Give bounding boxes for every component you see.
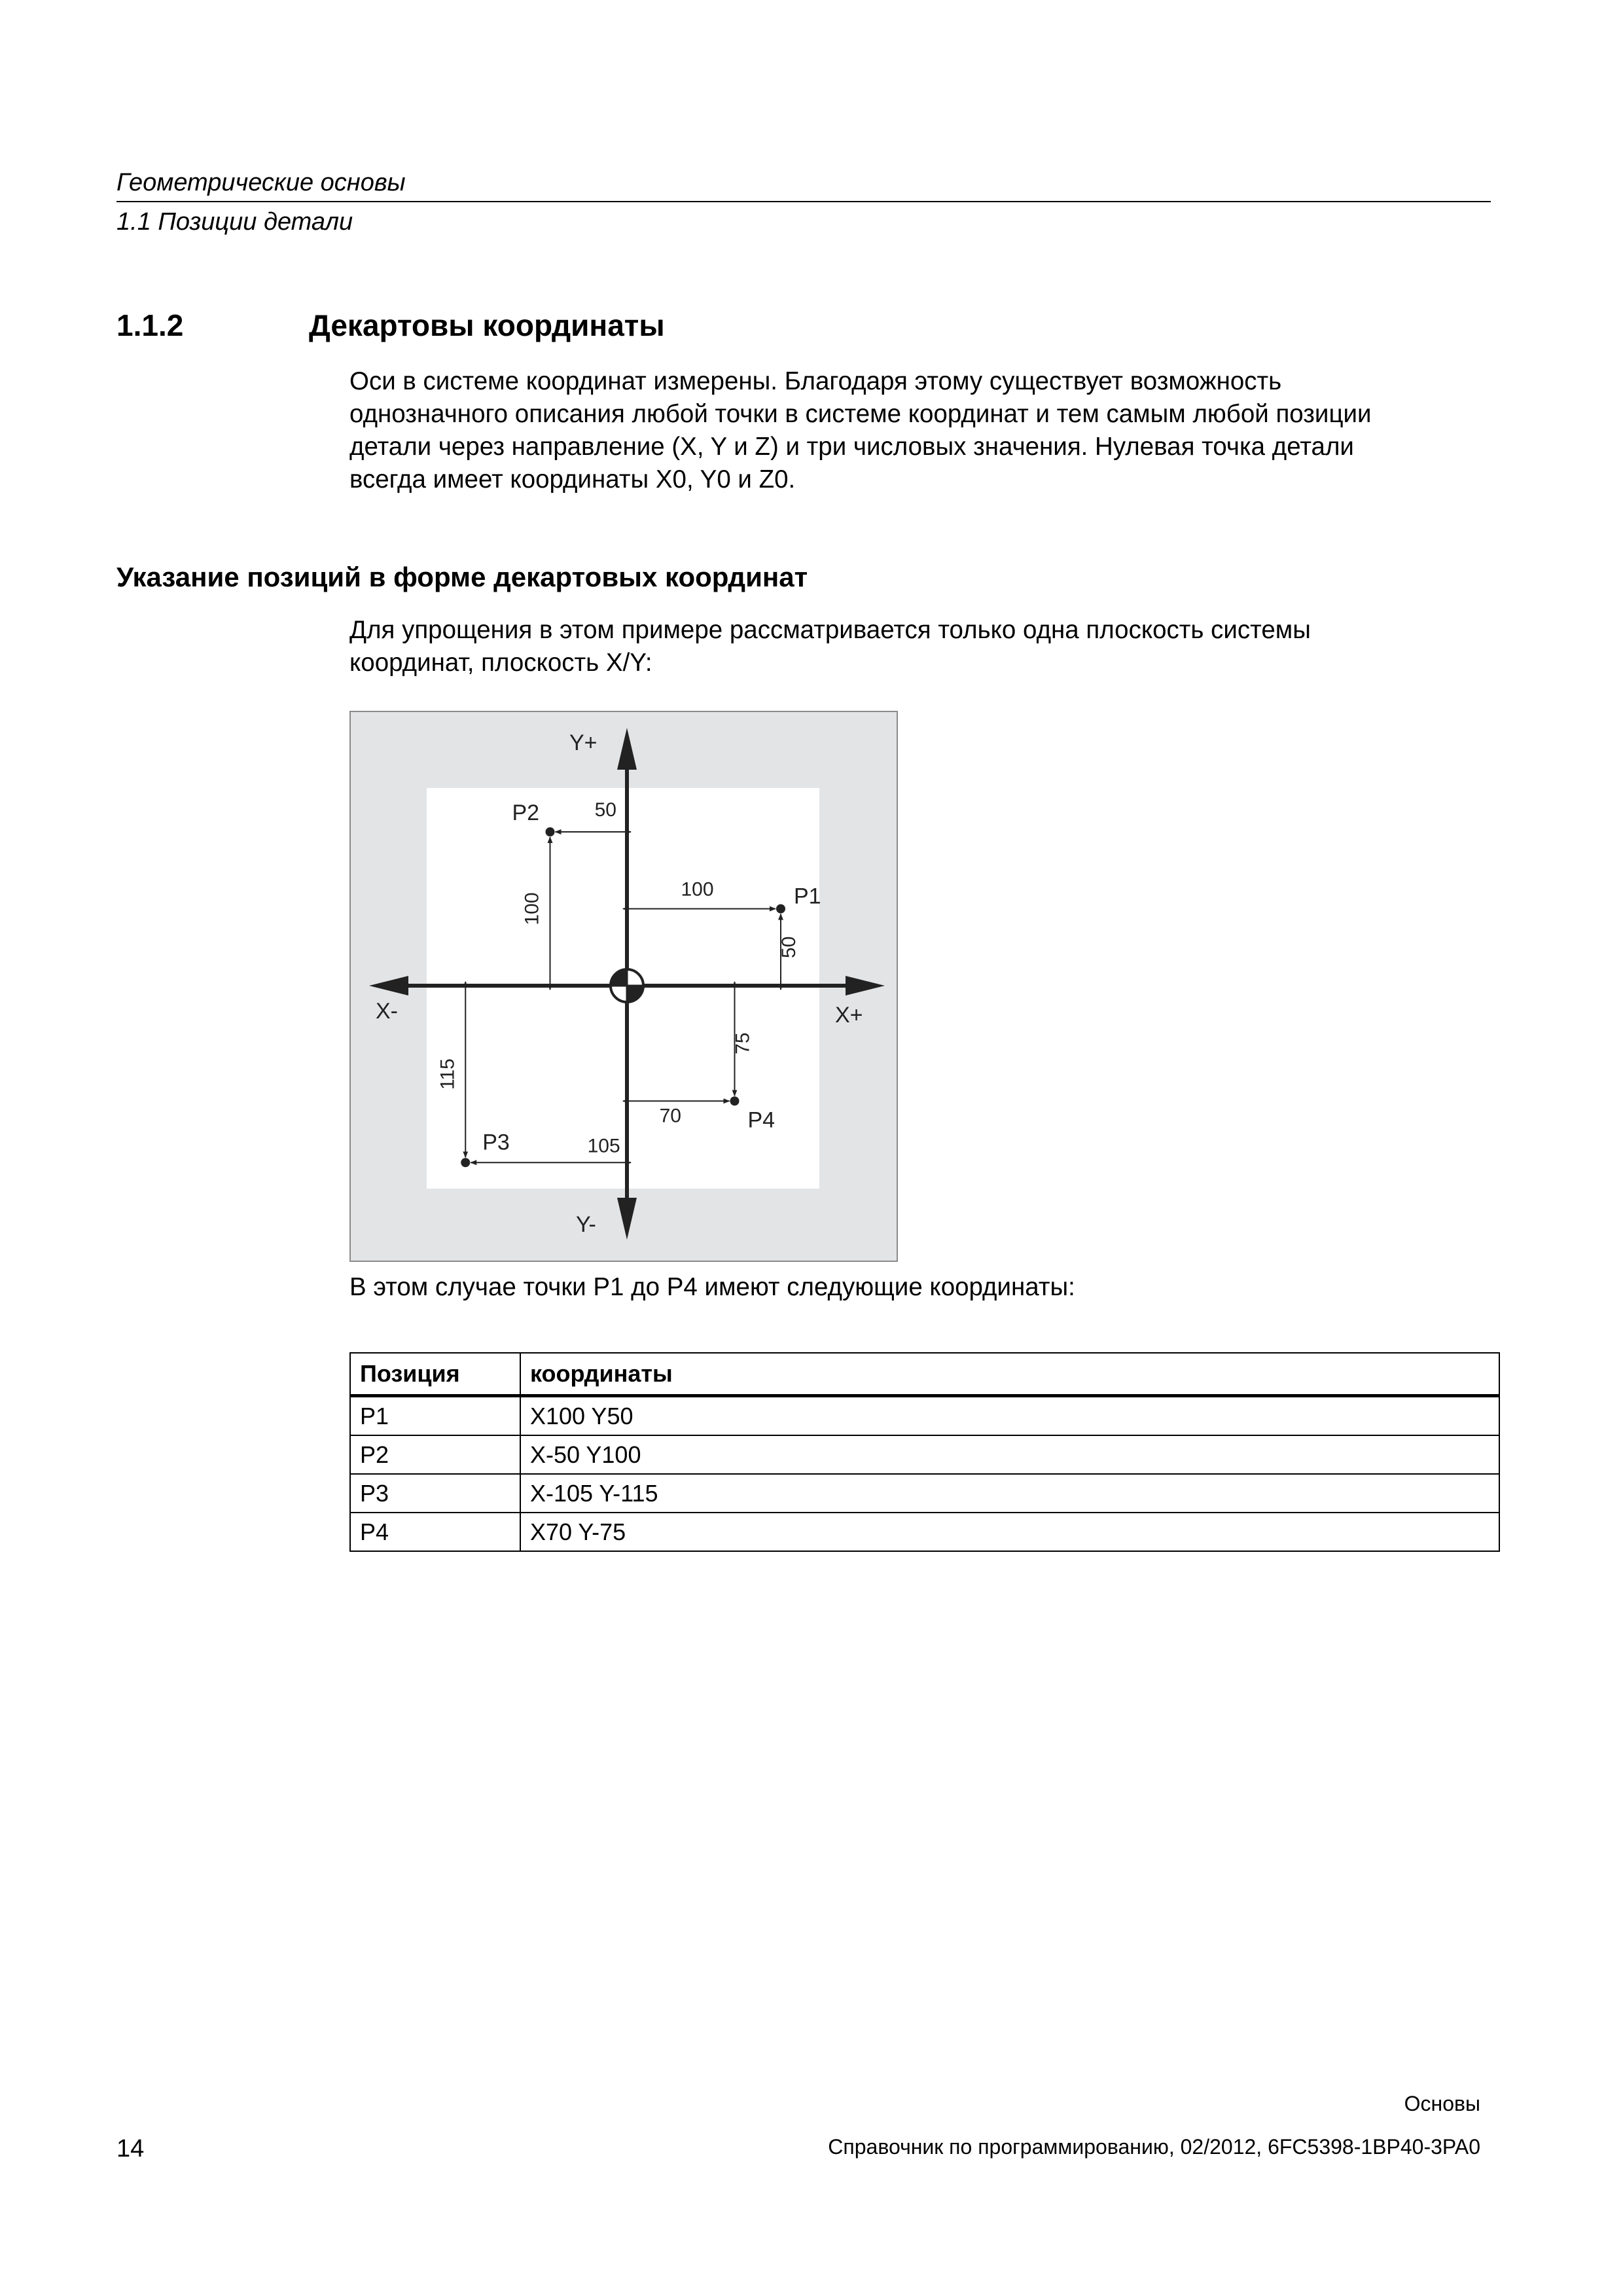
intro-line: однозначного описания любой точки в системе координат и тем самым любой позиции: [349, 400, 1372, 428]
dimension-label-x: 100: [681, 878, 714, 901]
x-minus-label: X-: [376, 999, 398, 1024]
header-chapter: Геометрические основы: [116, 169, 406, 196]
intro-paragraph: [349, 365, 1501, 496]
table-row: [350, 1513, 1499, 1551]
table-header-row: [350, 1353, 1499, 1396]
point-marker: [461, 1158, 470, 1167]
point-label: P3: [482, 1130, 510, 1155]
point-marker: [730, 1096, 740, 1105]
cell-position: P2: [350, 1435, 520, 1474]
dimension-label-x: 70: [659, 1105, 681, 1127]
intro-line: детали через направление (X, Y и Z) и три числовых значения. Нулевая точка детали: [349, 433, 1354, 461]
dimension-label-y: 50: [778, 936, 800, 958]
footer-book: Основы: [1404, 2092, 1480, 2115]
x-plus-label: X+: [835, 1003, 863, 1028]
dimension-label-x: 105: [587, 1135, 620, 1157]
intro-line: Оси в системе координат измерены. Благодаря этому существует возможность: [349, 367, 1282, 395]
y-plus-label: Y+: [569, 730, 597, 755]
table-row: [350, 1435, 1499, 1474]
table-row: [350, 1474, 1499, 1513]
cell-coordinates: X100 Y50: [520, 1396, 1499, 1436]
header-coordinates: координаты: [520, 1353, 1499, 1396]
footer-reference: Справочник по программированию, 02/2012, 6FC5398-1BP40-3PA0: [828, 2135, 1480, 2159]
cell-coordinates: X-50 Y100: [520, 1435, 1499, 1474]
section-number: 1.1.2: [116, 308, 184, 342]
point-marker: [776, 905, 785, 914]
subtext-line: координат, плоскость X/Y:: [349, 649, 652, 677]
table-row: [350, 1396, 1499, 1436]
cell-position: P1: [350, 1396, 520, 1436]
coordinate-diagram: [349, 711, 898, 1262]
header-rule: [116, 201, 1491, 202]
subheading-text: [349, 614, 1501, 679]
dimension-label-y: 115: [437, 1058, 459, 1090]
point-label: P1: [794, 884, 821, 909]
intro-line: всегда имеет координаты X0, Y0 и Z0.: [349, 465, 796, 493]
dimension-label-y: 75: [732, 1032, 754, 1054]
section-title: Декартовы координаты: [309, 308, 665, 342]
table-caption: В этом случае точки P1 до P4 имеют следующие координаты:: [349, 1273, 1075, 1301]
cell-coordinates: X-105 Y-115: [520, 1474, 1499, 1513]
cell-position: P4: [350, 1513, 520, 1551]
subtext-line: Для упрощения в этом примере рассматривается только одна плоскость системы: [349, 616, 1311, 644]
dimension-label-x: 50: [594, 799, 616, 821]
point-label: P2: [512, 800, 540, 825]
header-position: Позиция: [350, 1353, 520, 1396]
cell-coordinates: X70 Y-75: [520, 1513, 1499, 1551]
subheading: Указание позиций в форме декартовых координат: [116, 562, 808, 592]
point-marker: [546, 827, 555, 836]
dimension-label-y: 100: [521, 892, 543, 925]
origin-symbol: [609, 968, 645, 1003]
coordinates-table: [349, 1352, 1500, 1552]
header-section: 1.1 Позиции детали: [116, 208, 353, 236]
y-minus-label: Y-: [576, 1212, 596, 1237]
page-number: 14: [116, 2135, 145, 2162]
point-label: P4: [747, 1107, 776, 1133]
cell-position: P3: [350, 1474, 520, 1513]
